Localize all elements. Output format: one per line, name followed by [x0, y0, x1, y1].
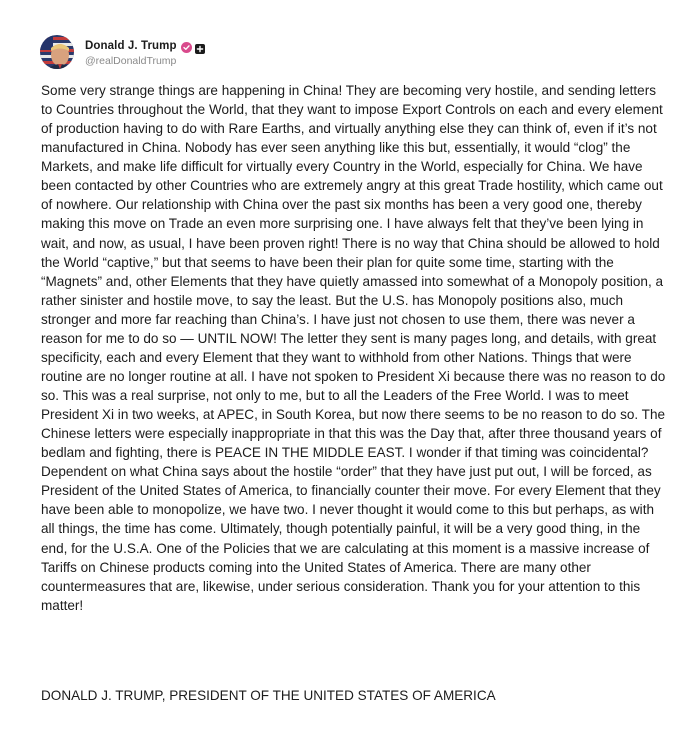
- author-info: [85, 38, 205, 67]
- verified-badge-icon: [181, 40, 192, 51]
- avatar[interactable]: [40, 35, 74, 69]
- name-row: [85, 38, 205, 54]
- post-signature: DONALD J. TRUMP, PRESIDENT OF THE UNITED STATES OF AMERICA: [41, 688, 496, 703]
- author-name[interactable]: Donald J. Trump: [85, 39, 177, 52]
- avatar-image: [40, 35, 74, 69]
- plus-square-icon[interactable]: [195, 41, 205, 51]
- author-handle[interactable]: @realDonaldTrump: [85, 54, 177, 67]
- post-header: [40, 32, 205, 72]
- post-body: Some very strange things are happening in China! They are becoming very hostile, and sending letters to Countries throughout the World, that they want to impose Export Controls on each and every element of production having to do with Rare Earths, and virtually anything else they can think of, even if it’s not manufactured in China. Nobody has ever seen anything like this but, essentially, it would “clog” the Markets, and make life difficult for virtually every Country in the World, especially for China. We have been contacted by other Countries who are extremely angry at this great Trade hostility, which came out of nowhere. Our relationship with China over the past six months has been a very good one, thereby making this move on Trade an even more surprising one. I have always felt that they’ve been lying in wait, and now, as usual, I have been proven right! There is no way that China should be allowed to hold the World “captive,” but that seems to have been their plan for quite some time, starting with the “Magnets” and, other Elements that they have quietly amassed into somewhat of a Monopoly position, a rather sinister and hostile move, to say the least. But the U.S. has Monopoly positions also, much stronger and more far reaching than China’s. I have just not chosen to use them, there was never a reason for me to do so — UNTIL NOW! The letter they sent is many pages long, and details, with great specificity, each and every Element that they want to withhold from other Nations. Things that were routine are no longer routine at all. I have not spoken to President Xi because there was no reason to do so. This was a real surprise, not only to me, but to all the Leaders of the Free World. I was to meet President Xi in two weeks, at APEC, in South Korea, but now there seems to be no reason to do so. The Chinese letters were especially inappropriate in that this was the Day that, after three thousand years of bedlam and fighting, there is PEACE IN THE MIDDLE EAST. I wonder if that timing was coincidental? Dependent on what China says about the hostile “order” that they have just put out, I will be forced, as President of the United States of America, to financially counter their move. For every Element that they have been able to monopolize, we have two. I never thought it would come to this but perhaps, as with all things, the time has come. Ultimately, though potentially painful, it will be a very good thing, in the end, for the U.S.A. One of the Policies that we are calculating at this moment is a massive increase of Tariffs on Chinese products coming into the United States of America. There are many other countermeasures that are, likewise, under serious consideration. Thank you for your attention to this matter!: [41, 83, 666, 613]
